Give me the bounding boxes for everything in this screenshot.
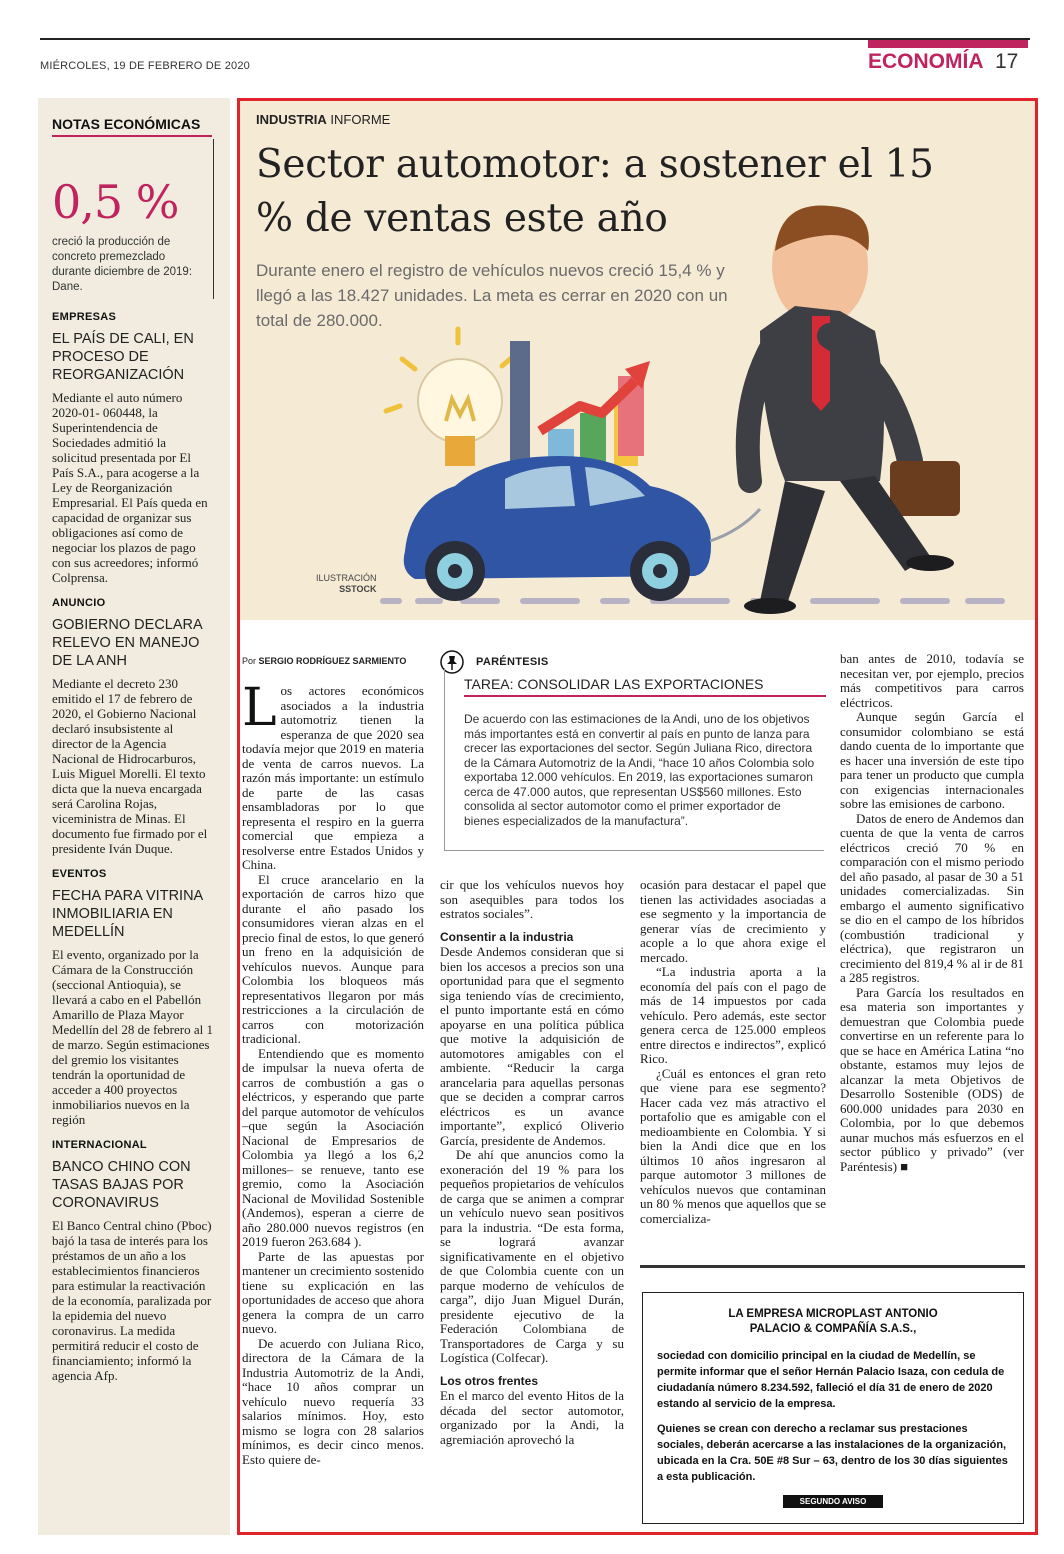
article-subhead: Durante enero el registro de vehículos nuevos creció 15,4 % y llegó a las 18.427 unidades. La meta es cerrar en 2020 con un total de 280.000. bbox=[256, 261, 728, 330]
notice-title bbox=[643, 1307, 1023, 1337]
parentesis-text: De acuerdo con las estimaciones de la Andi, uno de los objetivos más importantes está en convertir al país en punto de lanza para crecer las exportaciones del sector. Según Juliana Rico, directora de la Cámara Automotriz de la Andi, “hace 10 años Colombia solo exportaba 12.000 vehículos. En 2019, las exportaciones sumaron cerca de 47.000 autos, que representan US$560 millones. Esto consolida al sector automotor como el primer exportador de bienes especializados de la manufactura”. bbox=[464, 712, 815, 828]
byline-prefix: Por bbox=[242, 656, 259, 666]
article-column-2 bbox=[440, 878, 624, 1447]
paragraph: ban antes de 2010, todavía se necesitan ver, por ejemplo, precios más competitivos para carros eléctricos. bbox=[840, 651, 1024, 710]
paragraph: En el marco del evento Hitos de la década del sector automotor, organizado por la Andi, la agremiación aprovechó la bbox=[440, 1388, 624, 1447]
article-headline: Sector automotor: a sostener el 15 % de ventas este año bbox=[256, 142, 934, 241]
article-column-4 bbox=[840, 652, 1024, 1174]
note-headline: GOBIERNO DECLARA RELEVO EN MANEJO DE LA ANH bbox=[52, 617, 202, 669]
paragraph: ocasión para destacar el papel que tienen las actividades asociadas a ese segmento y la importancia de generar vías de crecimiento y acople a lo que ahora exige el mercado. bbox=[640, 877, 826, 965]
note-kicker: ANUNCIO bbox=[52, 597, 106, 609]
byline bbox=[242, 656, 406, 666]
paragraph: Desde Andemos consideran que si bien los accesos a precios son una oportunidad para que el segmento siga teniendo vías de crecimiento, el punto importante está en cómo apoyarse en una política pública que motive la adquisición de automotores amigables con el ambiente. “Reducir la carga arancelaria para aquellas personas que se deciden a comprar carros eléctricos es un avance importante”, explicó Oliverio García, presidente de Andemos. bbox=[440, 944, 624, 1148]
notice-title-line: LA EMPRESA MICROPLAST ANTONIO bbox=[728, 1308, 938, 1320]
note-text: Mediante el auto número 2020-01- 060448, la Superintendencia de Sociedades admitió la solicitud presentada por El País S.A., para acogerse a la Ley de Reorganización Empresarial. El País queda en capacidad de organizar sus obligaciones así como de negociar los plazos de pago con sus acreedores; informó Colprensa. bbox=[52, 390, 208, 585]
legal-notice bbox=[642, 1292, 1024, 1524]
paragraph: De ahí que anuncios como la exoneración del 19 % para los pequeños propietarios de vehículos de carga que se animen a comprar un vehículo nuevo sean positivos para la industria. “De esta forma, se logrará avanzar significativamente en el objetivo de que Colombia cuente con un parque moderno de vehículos de carga”, dijo Juan Miguel Durán, presidente ejecutivo de la Federación Colombiana de Transportadores de Carga y su Logística (Colfecar). bbox=[440, 1147, 624, 1365]
parentesis-border-left bbox=[444, 668, 445, 850]
credit-line: ILUSTRACIÓN bbox=[316, 573, 377, 583]
paragraph: De acuerdo con Juliana Rico, directora de la Cámara de la Industria Automotriz de la Andi, “hace 10 años comprar un vehículo nuevo requería 33 salarios mínimos. Hoy, esto mismo se logra con 28 salarios mínimos, es decir cinco menos. Esto quiere de- bbox=[242, 1335, 424, 1467]
paragraph-text: os actores económicos asociados a la industria automotriz tienen la esperanza de que 2020 sea todavía mejor que 2019 en materia de venta de carros nuevos. La razón más importante: un estímulo de parte de las casas ensambladoras por lo que representa el respiro en la guerra comercial que empieza a resolverse entre Estados Unidos y China. bbox=[242, 683, 424, 872]
paragraph: El cruce arancelario en la exportación de carros hizo que durante el año pasado los consumidores vieran alzas en el precio final de estos, lo que generó un freno en la adquisición de vehículos nuevos. Aunque para Colombia los bloqueos más representativos llegaron por más restricciones a la circulación de carros con motorización tradicional. bbox=[242, 871, 424, 1046]
paragraph: Aunque según García el consumidor colombiano se está dando cuenta de lo importante que es hacer una inversión de este tipo para tener un producto que cumpla con exigencias internacionales sobre las emisiones de carbono. bbox=[840, 709, 1024, 811]
note-eventos bbox=[52, 868, 214, 1127]
note-text: El Banco Central chino (Pboc) bajó la tasa de interés para los préstamos de un año a los establecimientos financieros para estimular la reactivación de la economía, paralizada por la epidemia del nuevo coronavirus. La medida permitirá reducir el costo de financiamiento; informó la agencia Afp. bbox=[52, 1218, 212, 1383]
note-kicker: INTERNACIONAL bbox=[52, 1139, 147, 1151]
note-text: El evento, organizado por la Cámara de la Construcción (seccional Antioquia), se llevará a cabo en el Pabellón Amarillo de Plaza Mayor Medellín del 28 de febrero al 1 de marzo. Según estimaciones del gremio los visitantes tendrán la oportunidad de acceder a 400 proyectos inmobiliarios nuevos en la región bbox=[52, 947, 213, 1127]
note-kicker: EVENTOS bbox=[52, 868, 107, 880]
article-column-3 bbox=[640, 878, 826, 1226]
section-subtitle: Consentir a la industria bbox=[440, 929, 574, 944]
kicker-rest: INFORME bbox=[326, 112, 391, 127]
issue-date: MIÉRCOLES, 19 DE FEBRERO DE 2020 bbox=[40, 60, 250, 72]
parentesis-kicker: PARÉNTESIS bbox=[476, 656, 549, 668]
dropcap: L bbox=[242, 678, 277, 738]
notice-paragraph: sociedad con domicilio principal en la ciudad de Medellín, se permite informar que el señor Hernán Palacio Isaza, con cedula de ciudadanía número 8.234.592, falleció el día 31 de enero de 2020 estando al servicio de la empresa. bbox=[657, 1350, 1005, 1410]
parentesis-border-bottom bbox=[444, 850, 824, 851]
paragraph: “La industria aporta a la economía del país con el pago de más de 14 impuestos por cada vehículo. Pero además, este sector genera cerca de 125.000 empleos entre directos e indirectos”, explicó Rico. bbox=[640, 964, 826, 1066]
paragraph: Para García los resultados en esa materia son importantes y demuestran que Colombia puede convertirse en un referente para lo que se hace en América Latina “no obstante, estamos muy lejos de alcanzar la meta Objetivos de Desarrollo Sostenible (ODS) de 600.000 unidades para 2030 en Colombia, por lo que debemos aunar muchos más esfuerzos en el sector público y privado” (ver Paréntesis) ■ bbox=[840, 984, 1024, 1174]
key-figure-caption: creció la producción de concreto premezclado durante diciembre de 2019: Dane. bbox=[52, 236, 193, 293]
notice-badge: SEGUNDO AVISO bbox=[783, 1495, 883, 1508]
parentesis-title: TAREA: CONSOLIDAR LAS EXPORTACIONES bbox=[464, 676, 826, 697]
credit-source: SSTOCK bbox=[339, 584, 377, 594]
sidebar-notes bbox=[38, 98, 230, 1535]
paragraph: Entendiendo que es momento de impulsar la nueva oferta de carros de combustión a gas o eléctricos, y esperando que parte del parque automotor de vehículos –que según la Asociación Nacional de Empresarios de Colombia ya llegó a los 6,2 millones– se renueve, tanto ese gremio, como la Asociación Nacional de Movilidad Sostenible (Andemos), esperan a cierre de año 280.000 nuevos registros (en 2019 fueron 263.684 ). bbox=[242, 1045, 424, 1249]
note-headline: EL PAÍS DE CALI, EN PROCESO DE REORGANIZACIÓN bbox=[52, 331, 194, 383]
note-headline: FECHA PARA VITRINA INMOBILIARIA EN MEDELLÍN bbox=[52, 888, 203, 940]
section-bar bbox=[868, 40, 1028, 48]
note-headline: BANCO CHINO CON TASAS BAJAS POR CORONAVIRUS bbox=[52, 1159, 191, 1211]
note-anuncio bbox=[52, 597, 214, 856]
article-column-1 bbox=[242, 678, 424, 1467]
paragraph: Datos de enero de Andemos dan cuenta de que la venta de carros eléctricos creció 70 % en comparación con el mismo periodo del año pasado, al pasar de 30 a 51 unidades comercializadas. Sin embargo el aumento significativo se dio en el campo de los híbridos (combustión tradicional y eléctrica), que registraron un crecimiento del 819,4 % al ir de 81 a 285 registros. bbox=[840, 810, 1024, 985]
notice-title-line: PALACIO & COMPAÑÍA S.A.S., bbox=[749, 1323, 917, 1335]
byline-author: SERGIO RODRÍGUEZ SARMIENTO bbox=[258, 656, 407, 666]
section-subtitle: Los otros frentes bbox=[440, 1373, 539, 1388]
note-text: Mediante el decreto 230 emitido el 17 de febrero de 2020, el Gobierno Nacional declaró insubsistente al director de la Agencia Nacional de Hidrocarburos, Luis Miguel Morelli. El texto dicta que la nueva encargada será Carolina Rojas, viceministra de Minas. El documento fue firmado por el presidente Iván Duque. bbox=[52, 676, 208, 856]
paragraph: Parte de las apuestas por mantener un crecimiento sostenido tiene su explicación en las oportunidades de acceso que ahora genera la compra de un carro nuevo. bbox=[242, 1248, 424, 1336]
notice-paragraph: Quienes se crean con derecho a reclamar sus prestaciones sociales, deberán acercarse a las instalaciones de la organización, ubicada en la Cra. 50E #8 Sur – 63, dentro de los 30 días siguientes a esta publicación. bbox=[657, 1423, 1008, 1483]
key-figure-box bbox=[52, 139, 214, 299]
note-kicker: EMPRESAS bbox=[52, 311, 117, 323]
page-number: 17 bbox=[995, 50, 1019, 73]
paragraph bbox=[242, 678, 424, 873]
section-name: ECONOMÍA bbox=[868, 50, 984, 73]
paragraph: cir que los vehículos nuevos hoy son asequibles para todos los estratos sociales”. bbox=[440, 877, 624, 921]
notes-title: NOTAS ECONÓMICAS bbox=[52, 116, 212, 137]
notice-rule bbox=[640, 1265, 1025, 1268]
kicker-bold: INDUSTRIA bbox=[256, 112, 327, 127]
note-empresas bbox=[52, 311, 214, 585]
key-figure: 0,5 % bbox=[52, 175, 179, 229]
paragraph: ¿Cuál es entonces el gran reto que viene para ese segmento? Hacer cada vez más atractivo el portafolio que es amigable con el medioambiente en Colombia. Y si bien la Andi dice que en los últimos 10 años ingresaron al parque automotor 3 millones de vehículos nuevos que contaminan un 80 % menos que aquellos que se comercializa- bbox=[640, 1065, 826, 1226]
note-internacional bbox=[52, 1139, 214, 1383]
